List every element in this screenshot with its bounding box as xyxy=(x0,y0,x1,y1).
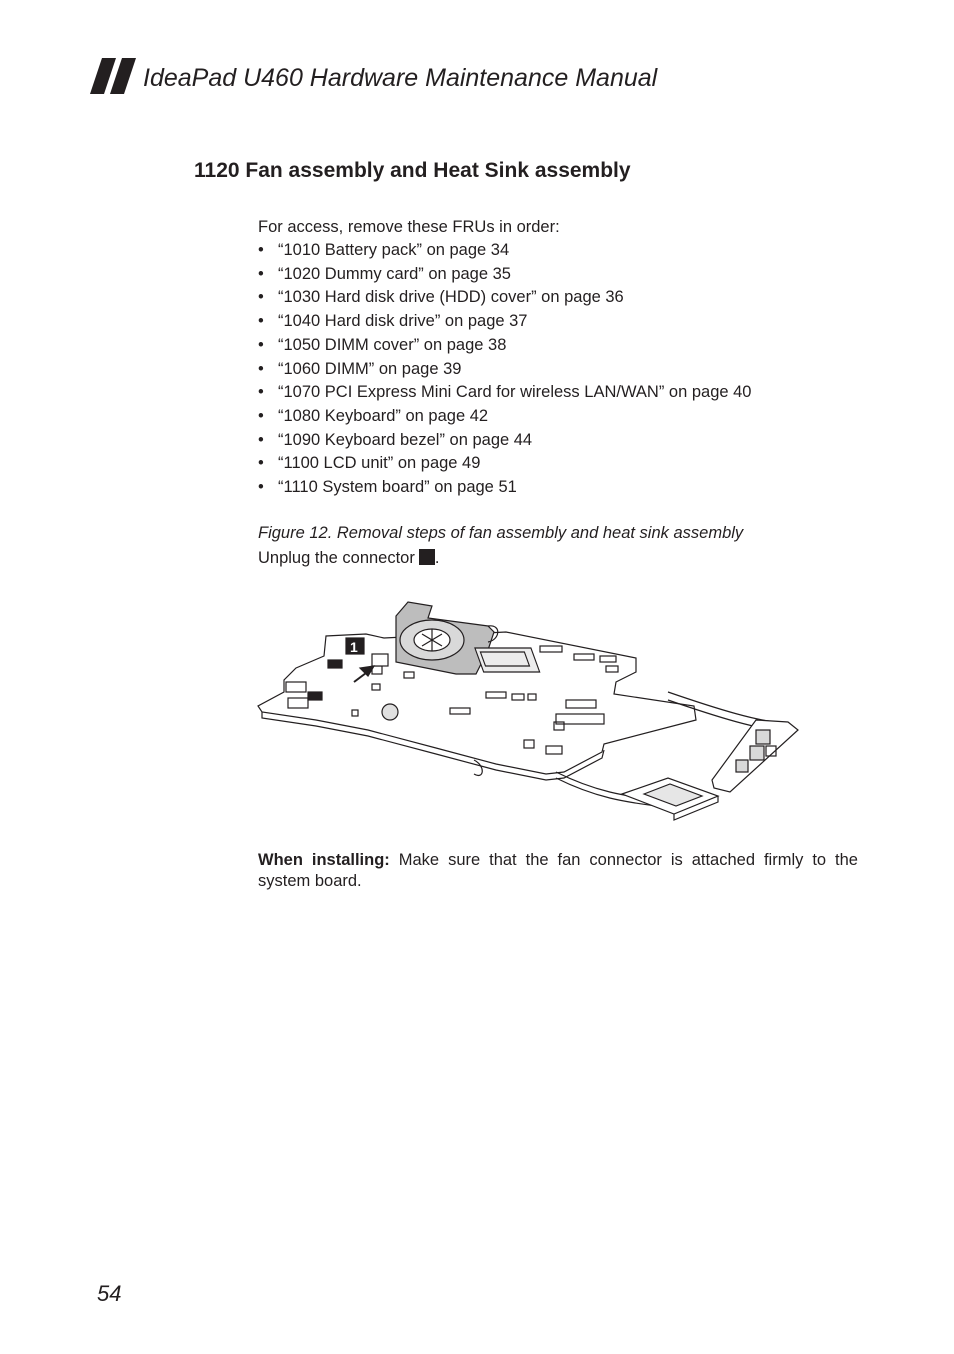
note-text: Make sure that the fan connector is attached firmly to the system board. xyxy=(258,851,858,890)
list-item xyxy=(258,381,858,405)
list-item xyxy=(258,310,858,334)
bullet: • xyxy=(258,264,264,283)
section-title: 1120 Fan assembly and Heat Sink assembly xyxy=(194,159,631,182)
step-text: Unplug the connector xyxy=(258,549,415,567)
list-item xyxy=(258,405,858,429)
fru-link[interactable]: “1070 PCI Express Mini Card for wireless LAN/WAN” on page 40 xyxy=(278,383,752,402)
list-item xyxy=(258,429,858,453)
intro-text: For access, remove these FRUs in order: xyxy=(258,218,560,236)
bullet: • xyxy=(258,383,264,402)
step-suffix: . xyxy=(434,549,440,567)
list-item xyxy=(258,334,858,358)
fru-list xyxy=(258,239,858,500)
fru-link[interactable]: “1110 System board” on page 51 xyxy=(278,478,517,497)
bullet: • xyxy=(258,312,264,331)
fru-link[interactable]: “1080 Keyboard” on page 42 xyxy=(278,406,489,425)
bullet: • xyxy=(258,288,264,307)
page-number: 54 xyxy=(97,1281,122,1306)
list-item xyxy=(258,358,858,382)
bullet: • xyxy=(258,454,264,473)
fru-link[interactable]: “1090 Keyboard bezel” on page 44 xyxy=(278,430,533,449)
fru-link[interactable]: “1060 DIMM” on page 39 xyxy=(278,359,462,378)
bullet: • xyxy=(258,478,264,497)
installation-note xyxy=(258,850,858,892)
fru-prerequisites xyxy=(258,216,858,500)
callout-marker-icon xyxy=(419,549,435,565)
list-item xyxy=(258,263,858,287)
step-instruction xyxy=(258,549,439,568)
fru-link[interactable]: “1050 DIMM cover” on page 38 xyxy=(278,335,507,354)
bullet: • xyxy=(258,359,264,378)
wireless-card xyxy=(622,778,718,820)
fru-link[interactable]: “1030 Hard disk drive (HDD) cover” on page 36 xyxy=(278,288,624,307)
callout-label: 1 xyxy=(350,639,358,655)
list-item xyxy=(258,452,858,476)
fru-link[interactable]: “1020 Dummy card” on page 35 xyxy=(278,264,511,283)
system-board-illustration xyxy=(256,596,806,832)
brand-slashes-icon xyxy=(90,58,136,94)
bullet: • xyxy=(258,430,264,449)
note-label: When installing: xyxy=(258,851,390,869)
fru-link[interactable]: “1040 Hard disk drive” on page 37 xyxy=(278,312,528,331)
list-item xyxy=(258,286,858,310)
bullet: • xyxy=(258,241,264,259)
io-board xyxy=(712,720,798,792)
fru-link[interactable]: “1100 LCD unit” on page 49 xyxy=(278,454,481,473)
document-title: IdeaPad U460 Hardware Maintenance Manual xyxy=(143,64,658,92)
fru-link[interactable]: “1010 Battery pack” on page 34 xyxy=(278,241,510,259)
bullet: • xyxy=(258,406,264,425)
list-item xyxy=(258,476,858,500)
bullet: • xyxy=(258,335,264,354)
figure-caption: Figure 12. Removal steps of fan assembly and heat sink assembly xyxy=(258,524,744,542)
list-item xyxy=(258,239,858,263)
